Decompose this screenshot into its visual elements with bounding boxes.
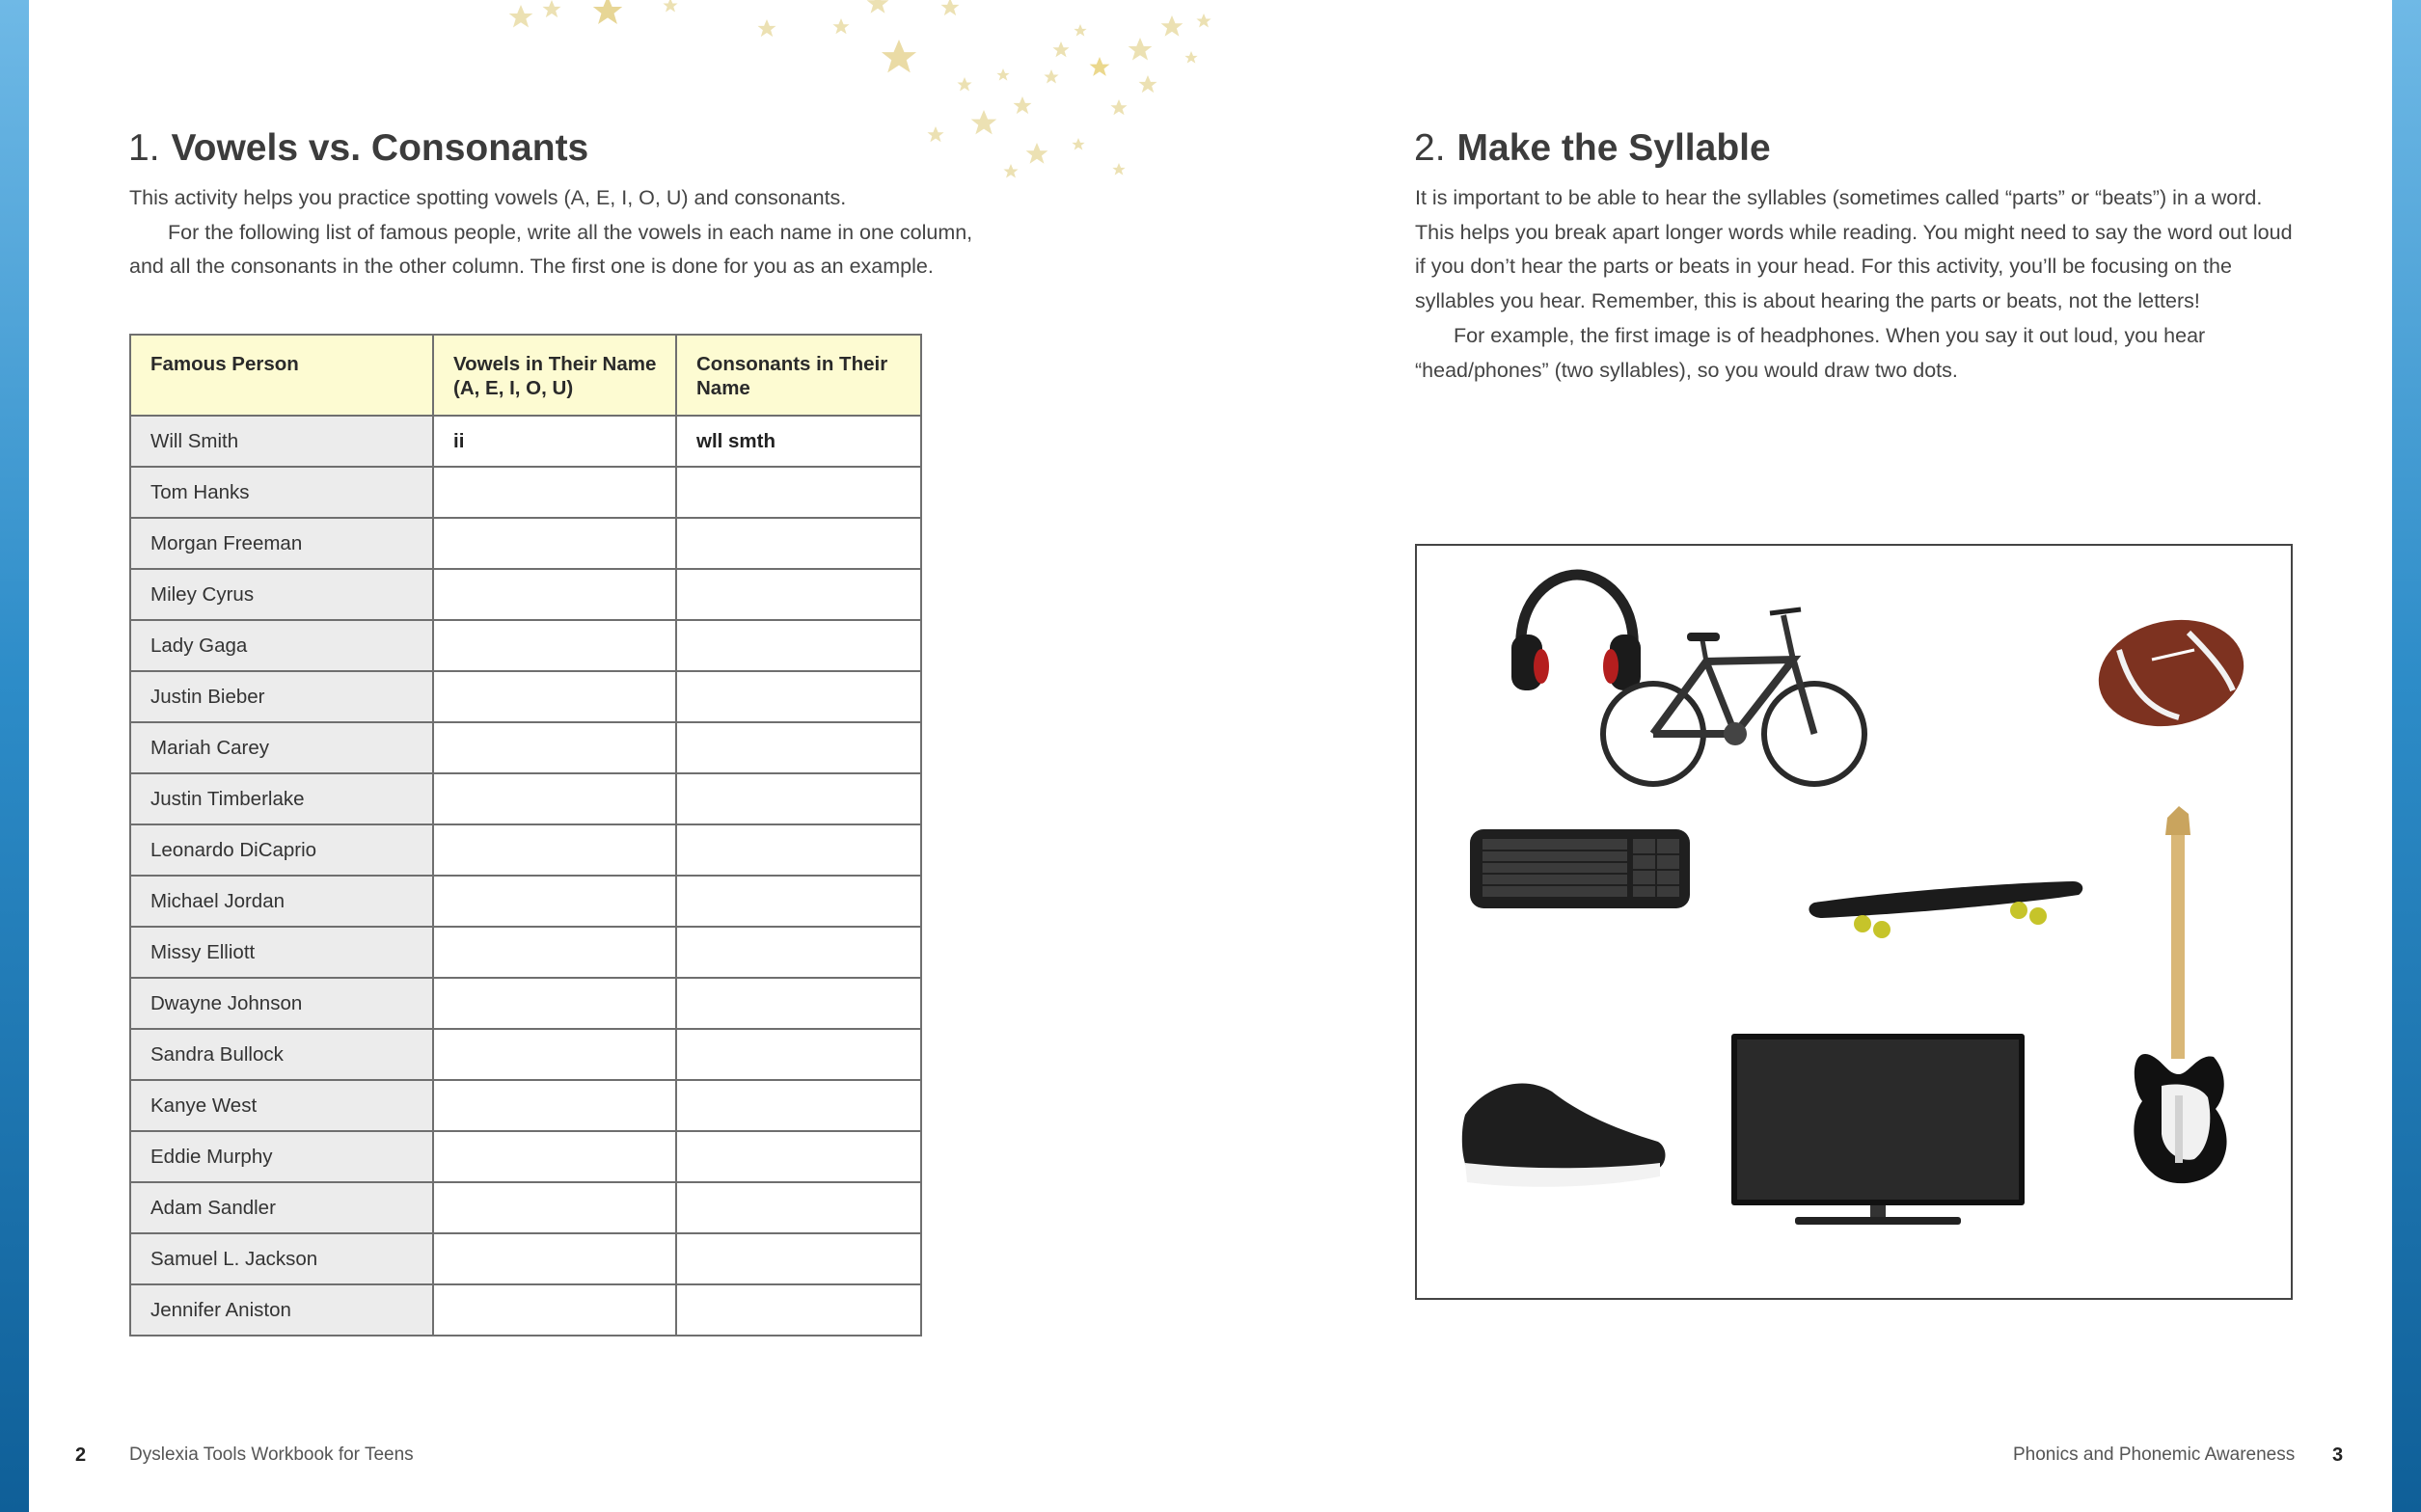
table-row bbox=[130, 1131, 921, 1182]
section-2-text bbox=[1415, 181, 2302, 388]
vowels-cell[interactable] bbox=[433, 620, 676, 671]
left-page-edge bbox=[0, 0, 29, 1512]
section-2-number: 2. bbox=[1414, 127, 1446, 169]
vowels-cell[interactable] bbox=[433, 978, 676, 1029]
person-name: Justin Bieber bbox=[130, 671, 433, 722]
consonants-cell[interactable] bbox=[676, 1233, 921, 1284]
table-row bbox=[130, 722, 921, 773]
vowels-cell[interactable] bbox=[433, 1233, 676, 1284]
person-name: Adam Sandler bbox=[130, 1182, 433, 1233]
table-row bbox=[130, 773, 921, 824]
person-name: Samuel L. Jackson bbox=[130, 1233, 433, 1284]
person-name: Sandra Bullock bbox=[130, 1029, 433, 1080]
page-number-left: 2 bbox=[75, 1444, 87, 1466]
consonants-cell[interactable]: wll smth bbox=[676, 416, 921, 467]
consonants-cell[interactable] bbox=[676, 569, 921, 620]
consonants-cell[interactable] bbox=[676, 1182, 921, 1233]
person-name: Missy Elliott bbox=[130, 927, 433, 978]
section-1-text bbox=[129, 181, 997, 284]
vowels-cell[interactable] bbox=[433, 518, 676, 569]
section-1-title: Vowels vs. Consonants bbox=[171, 127, 589, 169]
vowels-cell[interactable] bbox=[433, 1182, 676, 1233]
person-name: Leonardo DiCaprio bbox=[130, 824, 433, 876]
vowels-cell[interactable] bbox=[433, 1131, 676, 1182]
header-consonants: Consonants in Their Name bbox=[676, 335, 921, 416]
vowels-cell[interactable] bbox=[433, 1080, 676, 1131]
syllable-images-box bbox=[1415, 544, 2293, 1300]
consonants-cell[interactable] bbox=[676, 876, 921, 927]
stars-decoration bbox=[482, 0, 1215, 193]
vowels-cell[interactable] bbox=[433, 876, 676, 927]
consonants-cell[interactable] bbox=[676, 467, 921, 518]
table-row bbox=[130, 569, 921, 620]
table-row bbox=[130, 1029, 921, 1080]
table-row bbox=[130, 416, 921, 467]
football-image bbox=[2088, 607, 2253, 739]
consonants-cell[interactable] bbox=[676, 620, 921, 671]
section-2-example: For example, the first image is of headphones. When you say it out loud, you hear “head/phones” (two syllables), so you would draw two dots. bbox=[1415, 323, 2206, 382]
headphones-image bbox=[1511, 575, 1641, 690]
person-name: Justin Timberlake bbox=[130, 773, 433, 824]
consonants-cell[interactable] bbox=[676, 671, 921, 722]
bicycle-image bbox=[1603, 609, 1864, 784]
vowels-cell[interactable] bbox=[433, 467, 676, 518]
right-page-edge bbox=[2392, 0, 2421, 1512]
syllable-images bbox=[1417, 546, 2291, 1298]
vowels-cell[interactable] bbox=[433, 927, 676, 978]
table-row bbox=[130, 978, 921, 1029]
vowels-cell[interactable] bbox=[433, 1029, 676, 1080]
table-row bbox=[130, 1284, 921, 1336]
vowels-cell[interactable] bbox=[433, 569, 676, 620]
consonants-cell[interactable] bbox=[676, 1131, 921, 1182]
guitar-image bbox=[2134, 806, 2226, 1183]
keyboard-image bbox=[1470, 829, 1690, 908]
footer-book-title: Dyslexia Tools Workbook for Teens bbox=[129, 1444, 414, 1465]
table-row bbox=[130, 876, 921, 927]
person-name: Mariah Carey bbox=[130, 722, 433, 773]
consonants-cell[interactable] bbox=[676, 824, 921, 876]
person-name: Jennifer Aniston bbox=[130, 1284, 433, 1336]
vowels-cell[interactable] bbox=[433, 1284, 676, 1336]
sneaker-image bbox=[1462, 1084, 1666, 1187]
famous-people-table bbox=[129, 334, 922, 1336]
consonants-cell[interactable] bbox=[676, 1029, 921, 1080]
vowels-cell[interactable] bbox=[433, 722, 676, 773]
header-vowels: Vowels in Their Name (A, E, I, O, U) bbox=[433, 335, 676, 416]
section-1-number: 1. bbox=[128, 127, 160, 169]
table-row bbox=[130, 1233, 921, 1284]
television-image bbox=[1731, 1034, 2025, 1225]
consonants-cell[interactable] bbox=[676, 773, 921, 824]
table-row bbox=[130, 620, 921, 671]
table-header-row bbox=[130, 335, 921, 416]
person-name: Eddie Murphy bbox=[130, 1131, 433, 1182]
table-row bbox=[130, 671, 921, 722]
consonants-cell[interactable] bbox=[676, 1080, 921, 1131]
person-name: Lady Gaga bbox=[130, 620, 433, 671]
section-1-heading bbox=[128, 125, 588, 172]
vowels-cell[interactable]: ii bbox=[433, 416, 676, 467]
section-2-title: Make the Syllable bbox=[1456, 127, 1771, 169]
consonants-cell[interactable] bbox=[676, 1284, 921, 1336]
consonants-cell[interactable] bbox=[676, 518, 921, 569]
table-row bbox=[130, 824, 921, 876]
person-name: Morgan Freeman bbox=[130, 518, 433, 569]
consonants-cell[interactable] bbox=[676, 927, 921, 978]
table-row bbox=[130, 927, 921, 978]
table-row bbox=[130, 467, 921, 518]
page-number-right: 3 bbox=[2332, 1444, 2344, 1466]
vowels-cell[interactable] bbox=[433, 773, 676, 824]
section-1-instructions: For the following list of famous people, write all the vowels in each name in one column, and all the consonants in the other column. The first one is done for you as an example. bbox=[129, 220, 973, 279]
section-2-intro: It is important to be able to hear the syllables (sometimes called “parts” or “beats”) in a word. This helps you break apart longer words while reading. You might need to say the word out loud if you don’t hear the parts or beats in your head. For this activity, you’ll be focusing on the syllables you hear. Remember, this is about hearing the parts or beats, not the letters! bbox=[1415, 186, 2293, 313]
person-name: Kanye West bbox=[130, 1080, 433, 1131]
section-2-heading bbox=[1414, 125, 1771, 172]
table-row bbox=[130, 1182, 921, 1233]
person-name: Tom Hanks bbox=[130, 467, 433, 518]
table-row bbox=[130, 1080, 921, 1131]
consonants-cell[interactable] bbox=[676, 978, 921, 1029]
person-name: Will Smith bbox=[130, 416, 433, 467]
section-1-intro: This activity helps you practice spotting vowels (A, E, I, O, U) and consonants. bbox=[129, 186, 847, 209]
consonants-cell[interactable] bbox=[676, 722, 921, 773]
vowels-cell[interactable] bbox=[433, 824, 676, 876]
person-name: Dwayne Johnson bbox=[130, 978, 433, 1029]
person-name: Michael Jordan bbox=[130, 876, 433, 927]
header-famous-person: Famous Person bbox=[130, 335, 433, 416]
skateboard-image bbox=[1809, 881, 2082, 938]
table-row bbox=[130, 518, 921, 569]
footer-chapter-title: Phonics and Phonemic Awareness bbox=[2013, 1444, 2296, 1465]
vowels-cell[interactable] bbox=[433, 671, 676, 722]
person-name: Miley Cyrus bbox=[130, 569, 433, 620]
